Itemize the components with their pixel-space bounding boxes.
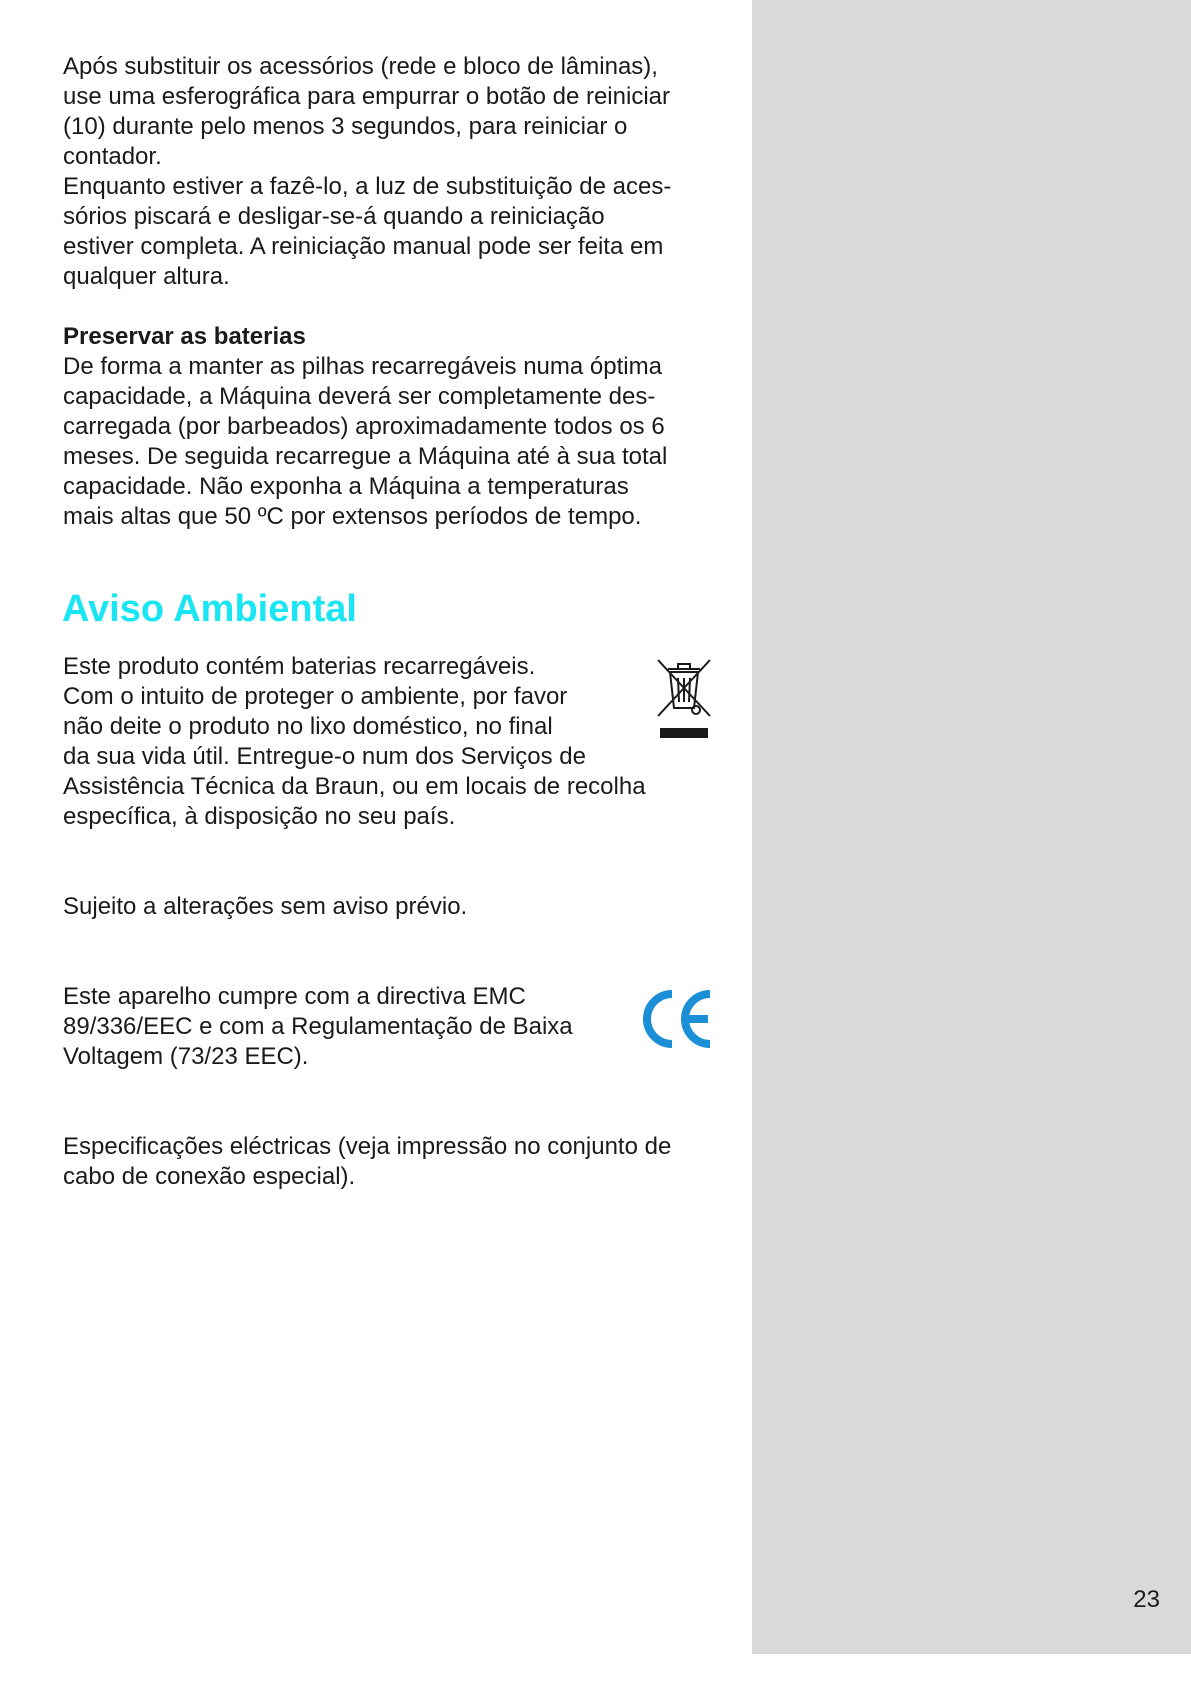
side-margin-panel xyxy=(752,0,1191,1654)
intro-paragraph-reset: Após substituir os acessórios (rede e bloco de lâminas), use uma esferográfica para empurrar o botão de reiniciar (10) durante pelo menos 3 segundos, para reiniciar o contador. xyxy=(63,53,670,170)
batteries-heading: Preservar as baterias xyxy=(63,323,306,350)
electrical-specs-text: Especificações eléctricas (veja impressão no conjunto de cabo de conexão especial). xyxy=(63,1133,672,1190)
environment-body: Este produto contém baterias recarregáveis. Com o intuito de proteger o ambiente, por favor não deite o produto no lixo doméstico, no final da sua vida útil. Entregue-o num dos Serviços de Assistência Técnica da Braun, ou em locais de recolha específica, à disposição no seu país. xyxy=(63,653,646,830)
page-number: 23 xyxy=(1133,1586,1160,1613)
notice-text: Sujeito a alterações sem aviso prévio. xyxy=(63,893,468,920)
intro-paragraph-light: Enquanto estiver a fazê-lo, a luz de substituição de aces- sórios piscará e desligar-se-á quando a reiniciação estiver completa. A reiniciação manual pode ser feita em qualquer altura. xyxy=(63,173,672,290)
section-title-environment: Aviso Ambiental xyxy=(62,588,357,630)
crossed-out-wheelie-bin-icon xyxy=(656,658,712,740)
compliance-text: Este aparelho cumpre com a directiva EMC 89/336/EEC e com a Regulamentação de Baixa Voltagem (73/23 EEC). xyxy=(63,983,573,1070)
ce-mark-icon xyxy=(640,986,714,1052)
batteries-body: De forma a manter as pilhas recarregáveis numa óptima capacidade, a Máquina deverá ser completamente des- carregada (por barbeados) aproximadamente todos os 6 meses. De seguida recarregue a Máquina até à sua total capacidade. Não exponha a Máquina a temperaturas mais altas que 50 ºC por extensos períodos de tempo. xyxy=(63,353,668,530)
